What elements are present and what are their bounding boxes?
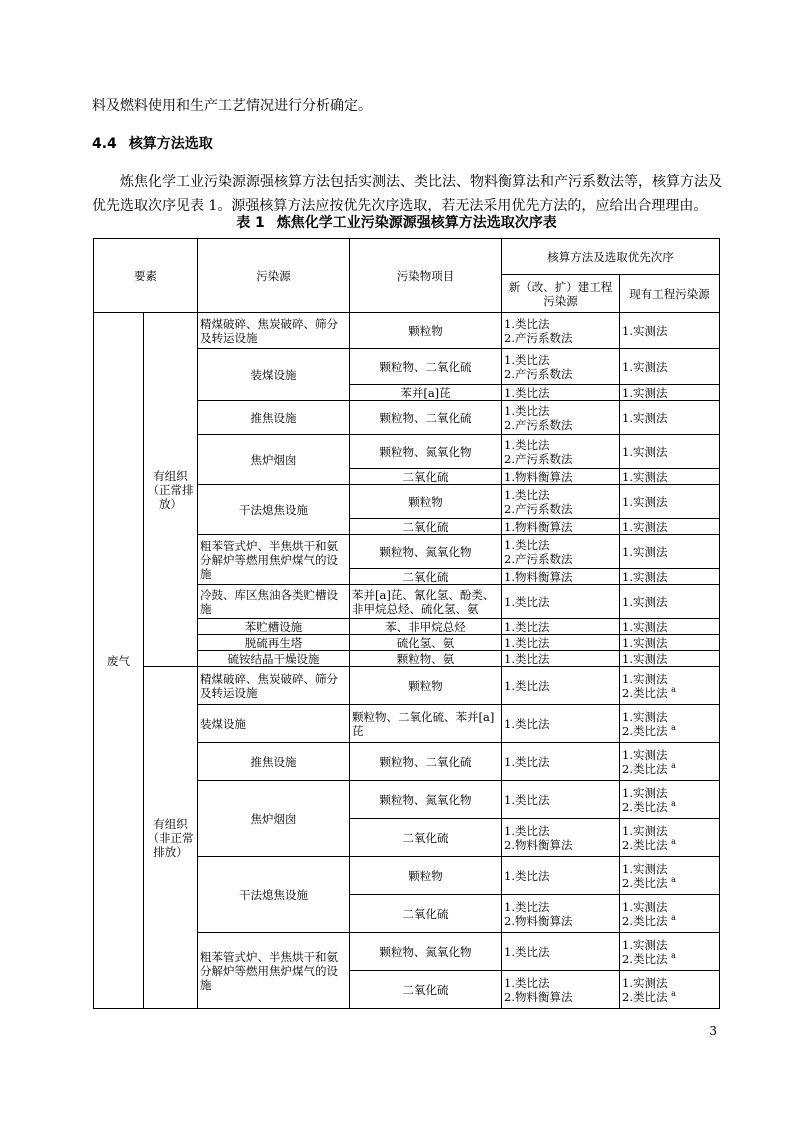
existing-method-primary: 1.实测法	[622, 671, 668, 686]
existing-method-primary: 1.实测法	[622, 975, 668, 990]
new-method-cell: 1.类比法 2.物料衡算法	[502, 895, 620, 933]
existing-method-cell: 1.实测法	[620, 569, 720, 585]
existing-method-secondary-text: 2.类比法	[622, 875, 668, 890]
pollutant-cell: 颗粒物	[350, 857, 502, 895]
table-row	[94, 313, 720, 349]
footnote-mark: a	[671, 798, 676, 808]
pollutant-cell: 颗粒物、氮氧化物	[350, 781, 502, 819]
pollutant-cell: 颗粒物、氨	[350, 651, 502, 667]
existing-method-secondary	[622, 762, 717, 776]
source-cell: 粗苯管式炉、半焦烘干和氨分解炉等燃用焦炉煤气的设施	[198, 535, 350, 585]
pollutant-cell: 二氧化硫	[350, 819, 502, 857]
existing-method-secondary-text: 2.类比法	[622, 799, 668, 814]
pollutant-cell: 硫化氢、氨	[350, 635, 502, 651]
pollutant-cell: 二氧化硫	[350, 519, 502, 535]
new-method-cell: 1.类比法	[502, 619, 620, 635]
footnote-mark: a	[671, 912, 676, 922]
existing-method-secondary	[622, 800, 717, 814]
new-method-cell: 1.类比法 2.产污系数法	[502, 535, 620, 569]
new-method-cell: 1.类比法 2.产污系数法	[502, 349, 620, 385]
pollutant-cell: 颗粒物	[350, 313, 502, 349]
section-title: 核算方法选取	[128, 136, 213, 152]
new-method-cell: 1.类比法	[502, 651, 620, 667]
existing-method-secondary	[622, 914, 717, 928]
pollutant-cell: 颗粒物、氮氧化物	[350, 435, 502, 469]
existing-method-cell	[620, 819, 720, 857]
source-cell: 焦炉烟囱	[198, 435, 350, 485]
pollutant-cell: 颗粒物	[350, 667, 502, 705]
existing-method-cell	[620, 933, 720, 971]
existing-method-primary: 1.实测法	[622, 899, 668, 914]
header-source: 污染源	[198, 239, 350, 313]
table-caption-number: 表 1	[236, 215, 265, 231]
footnote-mark: a	[671, 950, 676, 960]
pollutant-cell: 颗粒物、二氧化硫、苯并[a]芘	[350, 705, 502, 743]
new-method-cell: 1.类比法 2.物料衡算法	[502, 971, 620, 1009]
pollutant-cell: 二氧化硫	[350, 895, 502, 933]
category-abnormal: 有组织（非正常排放）	[144, 667, 198, 1009]
existing-method-secondary	[622, 724, 717, 738]
existing-method-secondary	[622, 876, 717, 890]
existing-method-primary: 1.实测法	[622, 709, 668, 724]
existing-method-cell	[620, 857, 720, 895]
source-cell: 精煤破碎、焦炭破碎、筛分及转运设施	[198, 667, 350, 705]
existing-method-secondary-text: 2.类比法	[622, 951, 668, 966]
existing-method-secondary-text: 2.类比法	[622, 685, 668, 700]
page-number: 3	[709, 1024, 717, 1038]
new-method-cell: 1.类比法	[502, 857, 620, 895]
source-cell: 脱硫再生塔	[198, 635, 350, 651]
source-cell: 推焦设施	[198, 401, 350, 435]
existing-method-primary: 1.实测法	[622, 785, 668, 800]
existing-method-cell: 1.实测法	[620, 585, 720, 619]
source-cell: 硫铵结晶干燥设施	[198, 651, 350, 667]
new-method-cell: 1.物料衡算法	[502, 469, 620, 485]
existing-method-cell: 1.实测法	[620, 385, 720, 401]
existing-method-secondary-text: 2.类比法	[622, 913, 668, 928]
pollutant-cell: 颗粒物、二氧化硫	[350, 743, 502, 781]
new-method-cell: 1.类比法	[502, 705, 620, 743]
existing-method-secondary	[622, 990, 717, 1004]
new-method-cell: 1.类比法 2.产污系数法	[502, 435, 620, 469]
new-method-cell: 1.类比法 2.物料衡算法	[502, 819, 620, 857]
table-row	[94, 667, 720, 705]
section-number: 4.4	[92, 136, 117, 152]
existing-method-cell: 1.实测法	[620, 435, 720, 469]
new-method-cell: 1.物料衡算法	[502, 569, 620, 585]
pollutant-cell: 苯并[a]芘、氰化氢、酚类、非甲烷总烃、硫化氢、氨	[350, 585, 502, 619]
source-cell: 装煤设施	[198, 705, 350, 743]
existing-method-primary: 1.实测法	[622, 823, 668, 838]
new-method-cell: 1.类比法 2.产污系数法	[502, 313, 620, 349]
existing-method-cell: 1.实测法	[620, 651, 720, 667]
existing-method-secondary	[622, 686, 717, 700]
header-element: 要素	[94, 239, 198, 313]
existing-method-primary: 1.实测法	[622, 747, 668, 762]
existing-method-secondary-text: 2.类比法	[622, 989, 668, 1004]
existing-method-cell: 1.实测法	[620, 313, 720, 349]
existing-method-cell: 1.实测法	[620, 535, 720, 569]
existing-method-cell: 1.实测法	[620, 619, 720, 635]
pollutant-cell: 颗粒物、二氧化硫	[350, 349, 502, 385]
existing-method-cell: 1.实测法	[620, 635, 720, 651]
header-method-group: 核算方法及选取优先次序	[502, 239, 720, 275]
table-caption-title: 炼焦化学工业污染源源强核算方法选取次序表	[276, 215, 557, 231]
existing-method-cell: 1.实测法	[620, 469, 720, 485]
footnote-mark: a	[671, 874, 676, 884]
footnote-mark: a	[671, 722, 676, 732]
existing-method-cell	[620, 781, 720, 819]
paragraph-continuation: 料及燃料使用和生产工艺情况进行分析确定。	[92, 98, 372, 114]
existing-method-cell	[620, 895, 720, 933]
new-method-cell: 1.类比法 2.产污系数法	[502, 485, 620, 519]
pollutant-cell: 颗粒物	[350, 485, 502, 519]
pollutant-cell: 二氧化硫	[350, 971, 502, 1009]
new-method-cell: 1.物料衡算法	[502, 519, 620, 535]
existing-method-cell	[620, 743, 720, 781]
pollutant-cell: 二氧化硫	[350, 569, 502, 585]
existing-method-secondary-text: 2.类比法	[622, 723, 668, 738]
existing-method-cell: 1.实测法	[620, 485, 720, 519]
new-method-cell: 1.类比法	[502, 743, 620, 781]
source-cell: 干法熄焦设施	[198, 857, 350, 933]
pollutant-cell: 二氧化硫	[350, 469, 502, 485]
paragraph-main: 炼焦化学工业污染源源强核算方法包括实测法、类比法、物料衡算法和产污系数法等，核算方法及优先选取次序见表 1。源强核算方法应按优先次序选取，若无法采用优先方法的，应给出合理理由。	[92, 174, 722, 214]
existing-method-primary: 1.实测法	[622, 861, 668, 876]
header-new: 新（改、扩）建工程污染源	[502, 275, 620, 313]
pollutant-cell: 颗粒物、氮氧化物	[350, 933, 502, 971]
footnote-mark: a	[671, 988, 676, 998]
existing-method-primary: 1.实测法	[622, 937, 668, 952]
pollutant-cell: 苯并[a]芘	[350, 385, 502, 401]
element-label: 废气	[94, 313, 144, 1009]
existing-method-secondary-text: 2.类比法	[622, 837, 668, 852]
existing-method-secondary-text: 2.类比法	[622, 761, 668, 776]
existing-method-cell: 1.实测法	[620, 401, 720, 435]
footnote-mark: a	[671, 684, 676, 694]
existing-method-cell: 1.实测法	[620, 349, 720, 385]
footnote-mark: a	[671, 760, 676, 770]
source-cell: 粗苯管式炉、半焦烘干和氨分解炉等燃用焦炉煤气的设施	[198, 933, 350, 1009]
source-cell: 干法熄焦设施	[198, 485, 350, 535]
footnote-mark: a	[671, 836, 676, 846]
header-pollutant: 污染物项目	[350, 239, 502, 313]
existing-method-cell: 1.实测法	[620, 519, 720, 535]
new-method-cell: 1.类比法	[502, 385, 620, 401]
section-heading	[92, 133, 213, 153]
new-method-cell: 1.类比法	[502, 781, 620, 819]
category-normal: 有组织（正常排放）	[144, 313, 198, 667]
pollutant-cell: 颗粒物、二氧化硫	[350, 401, 502, 435]
new-method-cell: 1.类比法 2.产污系数法	[502, 401, 620, 435]
new-method-cell: 1.类比法	[502, 635, 620, 651]
source-cell: 苯贮槽设施	[198, 619, 350, 635]
table-caption	[0, 212, 793, 232]
header-existing: 现有工程污染源	[620, 275, 720, 313]
existing-method-secondary	[622, 838, 717, 852]
source-cell: 焦炉烟囱	[198, 781, 350, 857]
source-cell: 装煤设施	[198, 349, 350, 401]
source-cell: 精煤破碎、焦炭破碎、筛分及转运设施	[198, 313, 350, 349]
source-cell: 推焦设施	[198, 743, 350, 781]
existing-method-cell	[620, 705, 720, 743]
existing-method-secondary	[622, 952, 717, 966]
source-cell: 冷鼓、库区焦油各类贮槽设施	[198, 585, 350, 619]
new-method-cell: 1.类比法	[502, 667, 620, 705]
new-method-cell: 1.类比法	[502, 933, 620, 971]
existing-method-cell	[620, 971, 720, 1009]
new-method-cell: 1.类比法	[502, 585, 620, 619]
pollutant-cell: 颗粒物、氮氧化物	[350, 535, 502, 569]
existing-method-cell	[620, 667, 720, 705]
method-table	[93, 238, 720, 1009]
pollutant-cell: 苯、非甲烷总烃	[350, 619, 502, 635]
